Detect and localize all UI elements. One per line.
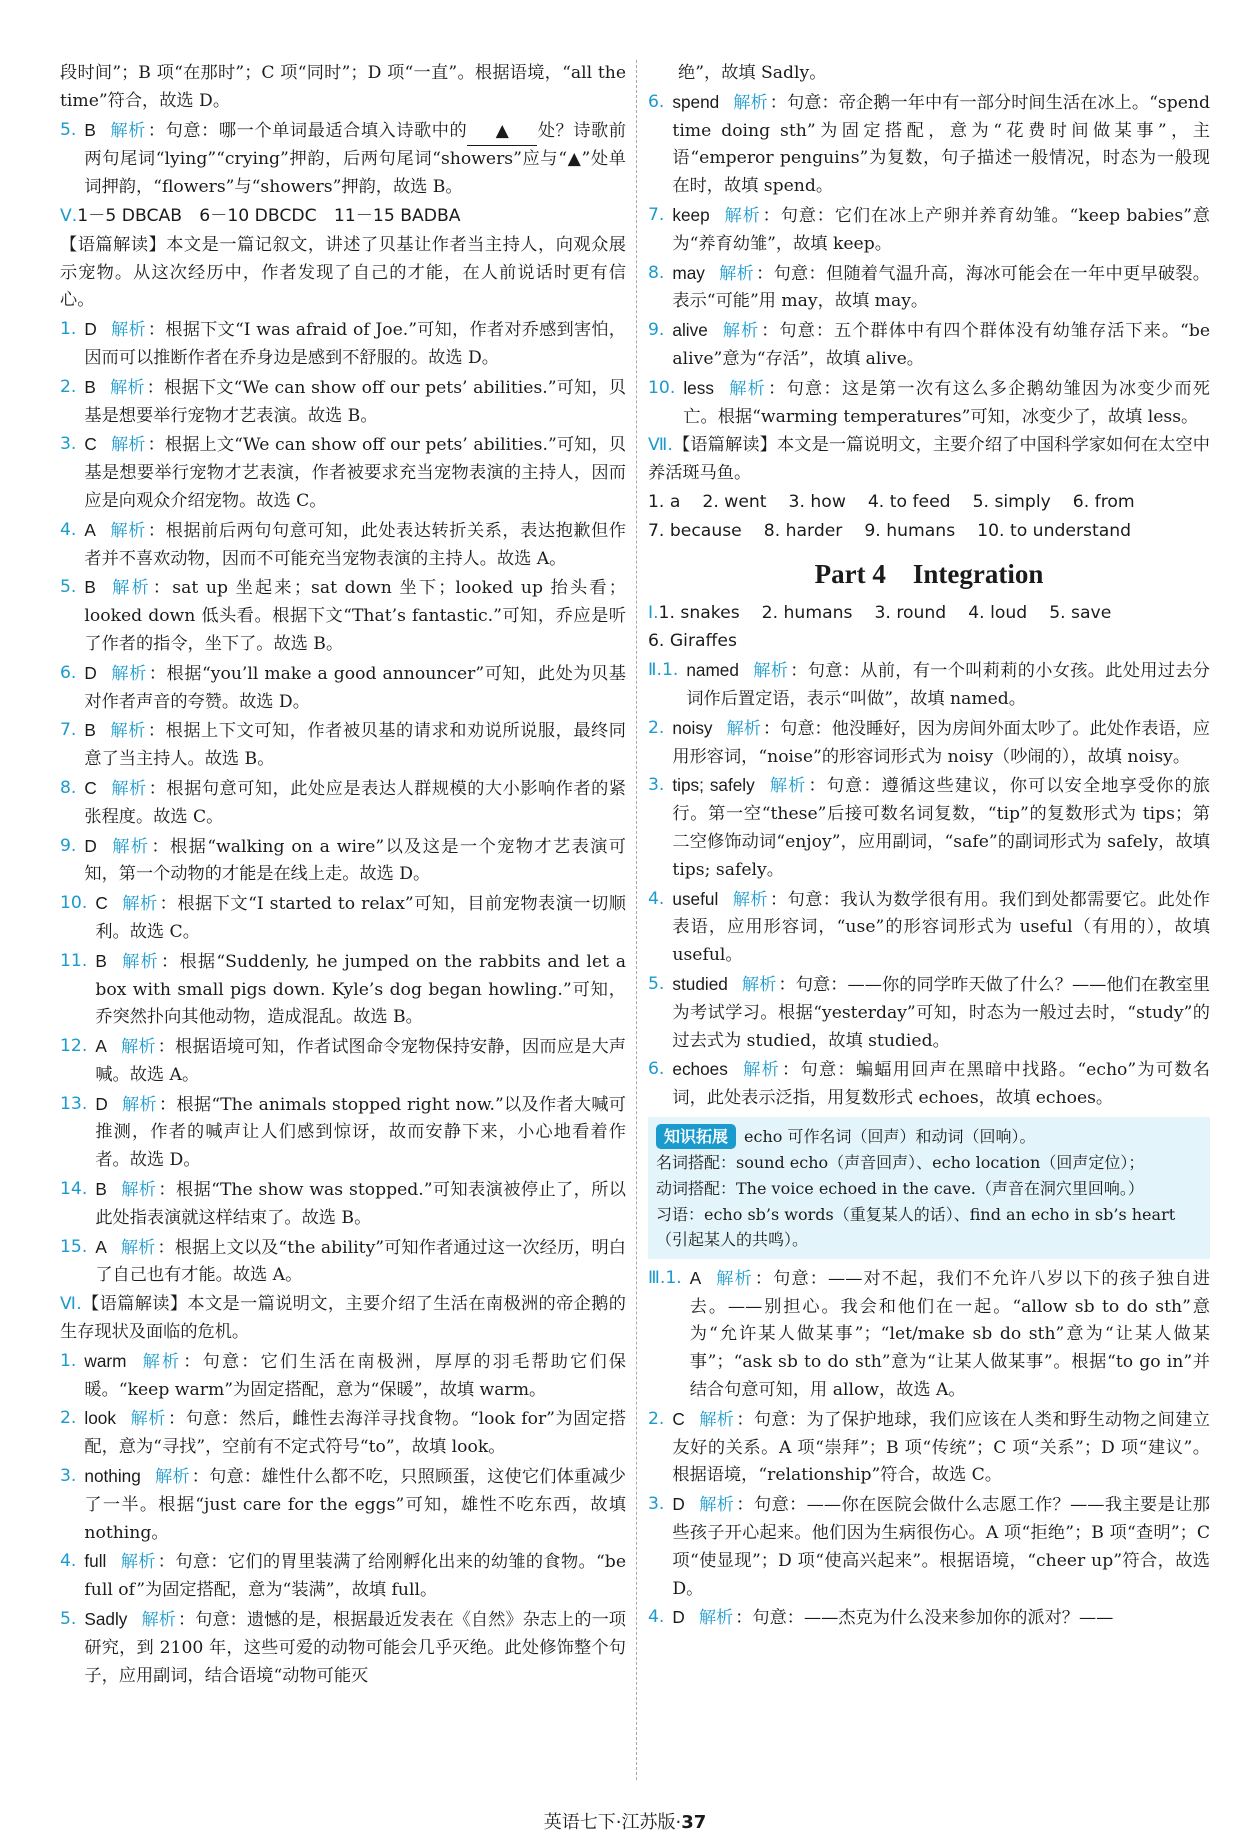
answer: A <box>84 519 96 540</box>
answer: D <box>84 662 97 683</box>
list-item <box>60 431 626 515</box>
analysis-label: 解析 <box>698 1608 734 1629</box>
list-item <box>60 1348 626 1405</box>
explanation: ：根据下文“We can show off our pets’ abilities.”可知，贝基是想要举行宠物才艺表演。故选 B。 <box>84 377 626 426</box>
section-v-list <box>60 316 626 1290</box>
continued-line: 绝”，故填 Sadly。 <box>678 63 827 83</box>
answer: Sadly <box>84 1609 128 1630</box>
footer-book: 英语七下 <box>543 1812 616 1833</box>
answer: D <box>84 319 97 340</box>
answer: full <box>84 1551 107 1572</box>
item-number: 3. <box>60 1466 77 1487</box>
explanation: ：句意：他没睡好，因为房间外面太吵了。此处作表语，应用形容词，“noise”的形容词形式为 noisy（吵闹的），故填 noisy。 <box>672 718 1210 767</box>
answer-cell: 1. a <box>648 491 681 512</box>
item-number: 5. <box>60 119 77 140</box>
footer-dot: · <box>675 1812 682 1833</box>
answer: warm <box>84 1350 127 1371</box>
item-number: 4. <box>60 1551 77 1572</box>
analysis-label: 解析 <box>109 377 145 398</box>
item-number: 5. <box>60 577 77 598</box>
list-item <box>60 833 626 890</box>
list-item <box>60 1234 626 1291</box>
explanation: ：句意：——你在医院会做什么志愿工作？——我主要是让那些孩子开心起来。他们因为生病很伤心。A 项“拒绝”；B 项“查明”；C 项“使显现”；D 项“使高兴起来”。根据语境，“cheer up”符合，故选 D。 <box>672 1495 1210 1599</box>
answer: alive <box>672 320 708 341</box>
blank-marker: ▲ <box>467 118 537 147</box>
analysis-label: 解析 <box>120 1180 157 1201</box>
analysis-label: 解析 <box>718 263 755 284</box>
explanation: ：根据“you’ll make a good announcer”可知，此处为贝基对作者声音的夸赞。故选 D。 <box>84 663 626 712</box>
explanation: ：根据语境可知，作者试图命令宠物保持安静，因而应是大声喊。故选 A。 <box>95 1037 626 1085</box>
explanation: ：根据“The show was stopped.”可知表演被停止了，所以此处指表演就这样结束了。故选 B。 <box>95 1180 626 1228</box>
answer: B <box>95 950 107 971</box>
explanation: ：根据前后两句句意可知，此处表达转折关系，表达抱歉但作者并不喜欢动物，因而不可能充当宠物表演的主持人。故选 A。 <box>84 520 626 569</box>
list-item <box>60 316 626 373</box>
list-item <box>648 1491 1210 1603</box>
item-number: 4. <box>648 1607 665 1628</box>
answer: less <box>683 377 714 398</box>
answer-cell: 7. because <box>648 520 742 541</box>
answer: noisy <box>672 717 713 738</box>
answer-cell: 2. humans <box>761 602 853 623</box>
item-number: 5. <box>648 973 665 994</box>
explanation: ：sat up 坐起来；sat down 坐下；looked up 抬头看；looked down 低头看。根据下文“That’s fantastic.”可知，乔应是听了作者的指令，坐下了。故选 B。 <box>84 578 626 654</box>
knowledge-line: 习语：echo sb’s words（重复某人的话）、find an echo in sb’s heart（引起某人的共鸣）。 <box>656 1204 1176 1249</box>
answer: A <box>95 1236 107 1257</box>
explanation: ：句意：——对不起，我们不允许八岁以下的孩子独自进去。——别担心。我会和他们在一起。“allow sb to do sth”意为“允许某人做某事”；“let/make sb do sth”意为“让某人做某事”；“ask sb to do sth”意为“让某人做某事”。根据“to go in”并结合句意可知，用 allow，故选 A。 <box>689 1268 1210 1401</box>
explanation: ：句意：这是第一次有这么多企鹅幼雏因为冰变少而死亡。根据“warming temperatures”可知，冰变少了，故填 less。 <box>683 378 1210 427</box>
list-item <box>60 1548 626 1605</box>
answer: keep <box>672 204 710 225</box>
analysis-label: 解析 <box>715 1268 753 1289</box>
section-roman: Ⅲ. <box>648 1267 666 1288</box>
analysis-label: 解析 <box>741 974 777 995</box>
analysis-label: 解析 <box>120 1552 156 1573</box>
explanation: ：句意：我认为数学很有用。我们到处都需要它。此处作表语，应用形容词，“use”的形容词形式为 useful（有用的），故填 useful。 <box>672 889 1210 966</box>
footer-dot: · <box>615 1812 622 1833</box>
explanation: ：句意：——你的同学昨天做了什么？——他们在教室里为考试学习。根据“yesterday”可知，时态为一般过去时，“study”的过去式为 studied，故填 studied。 <box>672 974 1210 1051</box>
answer-cell: 6. from <box>1072 491 1135 512</box>
item-number: 9. <box>60 835 77 856</box>
answer: D <box>95 1093 108 1114</box>
answer-cell: 5. save <box>1049 602 1112 623</box>
explanation: ：句意：从前，有一个叫莉莉的小女孩。此处用过去分词作后置定语，表示“叫做”，故填 named。 <box>686 661 1210 709</box>
analysis-label: 解析 <box>110 778 147 799</box>
list-item <box>648 1265 1210 1405</box>
answer: C <box>672 1408 685 1429</box>
answer: nothing <box>84 1466 141 1487</box>
answer: B <box>84 376 96 397</box>
analysis-label: 解析 <box>140 1351 182 1372</box>
list-item <box>648 375 1210 432</box>
item-number: 5. <box>60 1609 77 1630</box>
list-item <box>648 89 1210 201</box>
explanation-post: 处？诗歌前两句尾词“lying”“crying”押韵，后两句尾词“showers”应与“▲”处单词押韵，“flowers”与“showers”押韵，故选 B。 <box>84 120 626 198</box>
answer: B <box>84 577 96 598</box>
column-divider <box>636 60 637 1780</box>
passage-summary: 【语篇解读】本文是一篇说明文，主要介绍了中国科学家如何在太空中养活斑马鱼。 <box>648 435 1210 484</box>
list-item <box>60 717 626 774</box>
section-v-intro: 【语篇解读】本文是一篇记叙文，讲述了贝基让作者当主持人，向观众展示宠物。从这次经历中，作者发现了自己的才能，在人前说话时更有信心。 <box>60 234 626 311</box>
knowledge-tag: 知识拓展 <box>656 1124 736 1149</box>
explanation-pre: ：句意：哪一个单词最适合填入诗歌中的 <box>147 120 468 141</box>
answer: C <box>84 434 97 455</box>
answer-cell: 9. humans <box>864 520 956 541</box>
analysis-label: 解析 <box>110 435 146 456</box>
answer: studied <box>672 973 728 994</box>
item-number: 1. <box>661 660 679 681</box>
answer-cell: 4. loud <box>968 602 1028 623</box>
explanation: ：根据上下文可知，作者被贝基的请求和劝说所说服，最终同意了当主持人。故选 B。 <box>84 721 626 770</box>
part4-section-i-row2 <box>648 628 1210 656</box>
analysis-label: 解析 <box>154 1467 190 1488</box>
item-number: 10. <box>648 377 676 398</box>
item-number: 6. <box>648 91 665 112</box>
list-item <box>648 971 1210 1055</box>
list-item <box>60 1463 626 1547</box>
item-number: 10. <box>60 893 88 914</box>
analysis-label: 解析 <box>120 951 159 972</box>
list-item <box>60 1606 626 1690</box>
item-number: 11. <box>60 950 88 971</box>
item-number: 4. <box>648 888 665 909</box>
list-item <box>60 1033 626 1090</box>
item-number: 15. <box>60 1236 88 1257</box>
explanation: ：根据“walking on a wire”以及这是一个宠物才艺表演可知，第一个动物的才能是在线上走。故选 D。 <box>84 836 626 885</box>
answer: D <box>84 835 97 856</box>
answer: B <box>84 119 96 140</box>
intro-line: 段时间”；B 项“在那时”；C 项“同时”；D 项“一直”。根据语境，“all the time”符合，故选 D。 <box>60 63 626 111</box>
item-number: 2. <box>648 1408 665 1429</box>
part-title: Part 4 Integration <box>814 558 1044 589</box>
list-item <box>60 1091 626 1175</box>
explanation: ：句意：为了保护地球，我们应该在人类和野生动物之间建立友好的关系。A 项“崇拜”；B 项“传统”；C 项“关系”；D 项“建议”。根据语境，“relationship”符合，故选 C。 <box>672 1409 1210 1486</box>
answer: may <box>672 262 705 283</box>
explanation: ：句意：然后，雌性去海洋寻找食物。“look for”为固定搭配，意为“寻找”，空前有不定式符号“to”，故填 look。 <box>84 1409 626 1458</box>
answer: B <box>84 720 96 741</box>
answer: spend <box>672 91 720 112</box>
knowledge-line: 动词搭配：The voice echoed in the cave.（声音在洞穴里回响。） <box>656 1178 1144 1198</box>
section-vii-answers-row2 <box>648 518 1210 546</box>
answer: B <box>95 1179 107 1200</box>
section-v-answers <box>60 203 626 231</box>
explanation: ：句意：它们在冰上产卵并养育幼雏。“keep babies”意为“养育幼雏”，故填 keep。 <box>672 205 1210 254</box>
right-column <box>648 60 1210 1634</box>
analysis-label: 解析 <box>752 661 789 682</box>
analysis-label: 解析 <box>723 205 761 226</box>
item-number: 3. <box>648 1494 665 1515</box>
section-roman: Ⅱ. <box>648 660 662 681</box>
section-vi-intro <box>60 1291 626 1347</box>
answer: echoes <box>672 1059 728 1080</box>
analysis-label: 解析 <box>741 1060 781 1081</box>
analysis-label: 解析 <box>109 721 146 742</box>
section-vi-list-cont <box>648 89 1210 432</box>
item-number: 1. <box>60 1350 77 1371</box>
list-item <box>648 772 1210 884</box>
section-vi-list <box>60 1348 626 1691</box>
item-number: 12. <box>60 1036 88 1057</box>
item-number: 7. <box>648 204 665 225</box>
answer-cell: 3. how <box>788 491 846 512</box>
item-number: 6. <box>60 662 77 683</box>
explanation: ：句意：——杰克为什么没来参加你的派对？—— <box>735 1608 1114 1629</box>
explanation: ：句意：五个群体中有四个群体没有幼雏存活下来。“be alive”意为“存活”，故填 alive。 <box>672 321 1210 369</box>
analysis-label: 解析 <box>121 1094 157 1115</box>
list-item <box>60 374 626 431</box>
section-roman: Ⅴ. <box>60 205 78 226</box>
item-number: 6. <box>648 1059 665 1080</box>
answer-cell: 4. to feed <box>867 491 951 512</box>
analysis-label: 解析 <box>120 1037 156 1058</box>
explanation: ：句意：帝企鹅一年中有一部分时间生活在冰上。“spend time doing sth”为固定搭配，意为“花费时间做某事”，主语“emperor penguins”为复数，句子描述一般情况，时态为一般现在时，故填 spend。 <box>672 92 1210 197</box>
list-item <box>60 1176 626 1233</box>
footer-edition: 江苏版 <box>621 1812 676 1833</box>
section-roman: Ⅶ. <box>648 435 673 456</box>
section-vii-intro <box>648 432 1210 488</box>
item-number: 7. <box>60 720 77 741</box>
left-column <box>60 60 626 1691</box>
item-number: 4. <box>60 519 77 540</box>
list-item <box>648 886 1210 970</box>
answer: look <box>84 1408 116 1429</box>
list-item <box>648 317 1210 374</box>
item-number: 3. <box>60 434 77 455</box>
answer-cell: 10. to understand <box>977 520 1132 541</box>
analysis-label: 解析 <box>110 836 150 857</box>
part4-section-ii-list <box>648 657 1210 1113</box>
explanation: ：句意：遗憾的是，根据最近发表在《自然》杂志上的一项研究，到 2100 年，这些可爱的动物可能会几乎灭绝。此处修饰整个句子，应用副词，结合语境“动物可能灭 <box>84 1610 626 1686</box>
answer-cell: 2. went <box>702 491 767 512</box>
answer-cell: 5. simply <box>972 491 1051 512</box>
answer: named <box>686 660 739 681</box>
page-footer <box>0 1808 1250 1834</box>
passage-summary: 【语篇解读】本文是一篇说明文，主要介绍了生活在南极洲的帝企鹅的生存现状及面临的危机。 <box>60 1294 626 1343</box>
section-roman: Ⅰ. <box>648 602 659 623</box>
analysis-label: 解析 <box>733 92 768 113</box>
answer: D <box>672 1494 685 1515</box>
item-number: 13. <box>60 1093 88 1114</box>
answer-cell: 8. harder <box>763 520 843 541</box>
item-number: 2. <box>60 1408 77 1429</box>
explanation: ：根据下文“I was afraid of Joe.”可知，作者对乔感到害怕，因而可以推断作者在乔身边是感到不舒服的。故选 D。 <box>84 320 626 368</box>
answer-cell: 1. snakes <box>658 602 740 623</box>
list-item <box>60 1405 626 1462</box>
analysis-label: 解析 <box>121 894 158 915</box>
part4-section-i-row1 <box>648 600 1210 628</box>
answer: useful <box>672 888 719 909</box>
item-number: 1. <box>60 319 77 340</box>
list-item <box>648 1406 1210 1490</box>
page-number: 37 <box>681 1812 707 1833</box>
analysis-label: 解析 <box>109 520 146 541</box>
explanation: ：句意：它们的胃里装满了给刚孵化出来的幼雏的食物。“be full of”为固定搭配，意为“装满”，故填 full。 <box>84 1552 626 1601</box>
item-number: 8. <box>60 777 77 798</box>
list-item <box>648 715 1210 772</box>
list-item <box>648 1056 1210 1113</box>
answer: A <box>95 1036 107 1057</box>
item-number: 8. <box>648 262 665 283</box>
list-item <box>648 1604 1210 1633</box>
analysis-label: 解析 <box>698 1495 735 1516</box>
analysis-label: 解析 <box>768 776 807 797</box>
section-roman: Ⅵ. <box>60 1294 82 1315</box>
knowledge-box <box>648 1117 1210 1259</box>
answer-cell: 3. round <box>874 602 947 623</box>
answer-cell: 6. Giraffes <box>648 631 737 652</box>
item-number: 14. <box>60 1179 88 1200</box>
item-number: 3. <box>648 775 665 796</box>
analysis-label: 解析 <box>120 1237 156 1258</box>
analysis-label: 解析 <box>732 889 768 910</box>
list-item <box>60 948 626 1032</box>
item-number: 2. <box>648 717 665 738</box>
section-vii-answers-row1 <box>648 489 1210 517</box>
list-item <box>60 574 626 658</box>
analysis-label: 解析 <box>109 120 146 141</box>
analysis-label: 解析 <box>726 718 761 739</box>
analysis-label: 解析 <box>727 378 767 399</box>
list-item <box>648 202 1210 259</box>
knowledge-line: 名词搭配：sound echo（声音回声）、echo location（回声定位）； <box>656 1152 1145 1172</box>
explanation: ：根据“Suddenly, he jumped on the rabbits and let a box with small pigs down. Kyle’s dog began howling.”可知，乔突然扑向其他动物，造成混乱。故选 B。 <box>95 951 626 1028</box>
explanation: ：根据上文以及“the ability”可知作者通过这一次经历，明白了自己也有才能。故选 A。 <box>95 1237 626 1286</box>
list-item <box>648 260 1210 317</box>
analysis-label: 解析 <box>141 1610 176 1631</box>
answer: C <box>95 893 108 914</box>
explanation: ：句意：蝙蝠用回声在黑暗中找路。“echo”为可数名词，此处表示泛指，用复数形式 echoes，故填 echoes。 <box>672 1060 1210 1109</box>
item-number: 1. <box>665 1267 682 1288</box>
answer-key: 1－5 DBCAB 6－10 DBCDC 11－15 BADBA <box>77 205 461 226</box>
explanation: ：根据下文“I started to relax”可知，目前宠物表演一切顺利。故选 C。 <box>95 894 626 942</box>
explanation: ：根据上文“We can show off our pets’ abilities.”可知，贝基是想要举行宠物才艺表演，作者被要求充当宠物表演的主持人，因而应是向观众介绍宠物。故选 C。 <box>84 435 626 511</box>
answer: tips; safely <box>672 775 755 796</box>
q5-item <box>60 117 626 202</box>
list-item <box>648 657 1210 714</box>
analysis-label: 解析 <box>129 1409 167 1430</box>
explanation: ：句意：它们生活在南极洲，厚厚的羽毛帮助它们保暖。“keep warm”为固定搭配，意为“保暖”，故填 warm。 <box>84 1351 626 1400</box>
analysis-label: 解析 <box>698 1409 735 1430</box>
item-number: 2. <box>60 376 77 397</box>
answer: C <box>84 777 97 798</box>
analysis-label: 解析 <box>721 321 760 342</box>
answer: A <box>689 1267 702 1288</box>
explanation: ：根据“The animals stopped right now.”以及作者大喊可推测，作者的喊声让人们感到惊讶，故而安静下来，小心地看着作者。故选 D。 <box>95 1094 626 1171</box>
analysis-label: 解析 <box>110 320 146 341</box>
explanation: ：句意：雄性什么都不吃，只照顾蛋，这使它们体重减少了一半。根据“just care for the eggs”可知，雄性不吃东西，故填 nothing。 <box>84 1467 626 1543</box>
explanation: ：句意：但随着气温升高，海冰可能会在一年中更早破裂。表示“可能”用 may，故填 may。 <box>672 263 1210 312</box>
item-number: 9. <box>648 320 665 341</box>
list-item <box>60 660 626 717</box>
analysis-label: 解析 <box>110 663 147 684</box>
list-item <box>60 890 626 947</box>
explanation: ：根据句意可知，此处应是表达人群规模的大小影响作者的紧张程度。故选 C。 <box>84 778 626 827</box>
knowledge-line: echo 可作名词（回声）和动词（回响）。 <box>744 1126 1036 1146</box>
part4-section-iii-list <box>648 1265 1210 1633</box>
list-item <box>60 775 626 832</box>
explanation: ：句意：遵循这些建议，你可以安全地享受你的旅行。第一空“these”后接可数名词复数，“tip”的复数形式为 tips；第二空修饰动词“enjoy”，应用副词，“safe”的副词形式为 safely，故填 tips; safely。 <box>672 776 1210 880</box>
answer: D <box>672 1607 685 1628</box>
analysis-label: 解析 <box>109 578 151 599</box>
list-item <box>60 517 626 574</box>
